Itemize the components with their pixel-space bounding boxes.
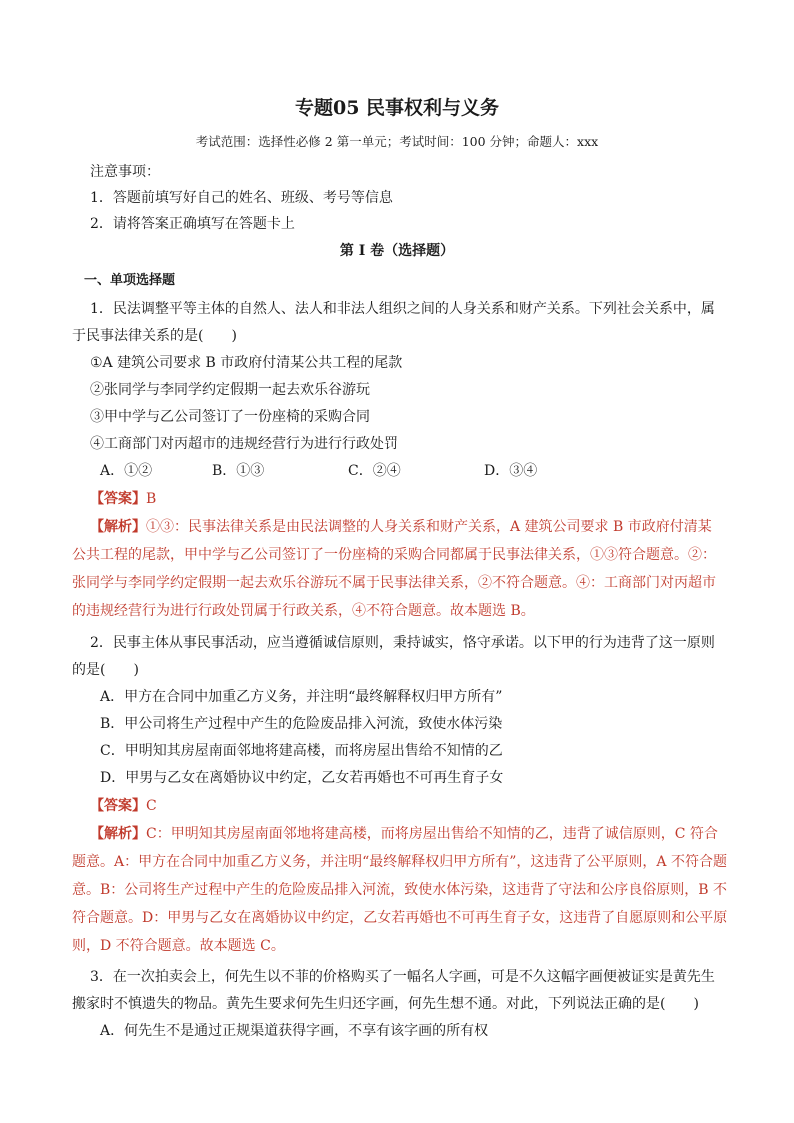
q3-stem-line1: 3．在一次拍卖会上，何先生以不菲的价格购买了一幅名人字画，可是不久这幅字画便被证实是黄先生 — [90, 969, 715, 985]
q2-analysis-line2: 题意。A：甲方在合同中加重乙方义务，并注明“最终解释权归甲方所有”，这违背了公平原则，A 不符合题 — [72, 854, 727, 870]
q1-analysis-line3: 张同学与李同学约定假期一起去欢乐谷游玩不属于民事法律关系，②不符合题意。④：工商部门对丙超市 — [72, 575, 716, 591]
part-heading: 一、单项选择题 — [84, 273, 176, 288]
notice-item-1: 1．答题前填写好自己的姓名、班级、考号等信息 — [90, 190, 393, 206]
q3-option-a: A．何先生不是通过正规渠道获得字画，不享有该字画的所有权 — [100, 1023, 489, 1039]
q1-option-a: A．①② — [100, 463, 153, 479]
q1-analysis-tag: 【解析】 — [90, 519, 146, 535]
q3-stem-line2: 搬家时不慎遗失的物品。黄先生要求何先生归还字画，何先生想不通。对此，下列说法正确的是( ) — [72, 996, 699, 1012]
q2-stem-line1: 2．民事主体从事民事活动，应当遵循诚信原则，秉持诚实，恪守承诺。以下甲的行为违背了这一原则 — [90, 635, 715, 651]
notice-item-2: 2．请将答案正确填写在答题卡上 — [90, 216, 295, 232]
q2-option-b: B．甲公司将生产过程中产生的危险废品排入河流，致使水体污染 — [100, 716, 503, 732]
q1-analysis-line1 — [90, 518, 712, 536]
q1-option-d: D．③④ — [484, 463, 538, 479]
q1-option-c: C．②④ — [348, 463, 401, 479]
q1-answer — [90, 490, 156, 508]
q2-option-d: D．甲男与乙女在离婚协议中约定，乙女若再婚也不可再生育子女 — [100, 770, 504, 786]
q2-answer-tag: 【答案】 — [90, 798, 146, 814]
q1-analysis-line4: 的违规经营行为进行行政处罚属于行政关系，④不符合题意。故本题选 B。 — [72, 603, 535, 619]
q1-analysis-text-1: ①③：民事法律关系是由民法调整的人身关系和财产关系，A 建筑公司要求 B 市政府付清某 — [146, 519, 712, 535]
exam-info: 考试范围：选择性必修 2 第一单元；考试时间：100 分钟；命题人：xxx — [195, 134, 599, 149]
q1-item-4: ④工商部门对丙超市的违规经营行为进行行政处罚 — [90, 436, 398, 452]
q1-stem-line2: 于民事法律关系的是( ) — [72, 328, 237, 344]
q2-analysis-line5: 则，D 不符合题意。故本题选 C。 — [72, 938, 285, 954]
q1-stem-line1: 1．民法调整平等主体的自然人、法人和非法人组织之间的人身关系和财产关系。下列社会关系中，属 — [90, 301, 715, 317]
q1-options — [90, 462, 590, 480]
q1-item-3: ③甲中学与乙公司签订了一份座椅的采购合同 — [90, 409, 370, 425]
q2-option-a: A．甲方在合同中加重乙方义务，并注明“最终解释权归甲方所有” — [100, 689, 503, 705]
q2-analysis-tag: 【解析】 — [90, 826, 146, 842]
q1-answer-value: B — [146, 491, 157, 507]
q2-analysis-line1 — [90, 825, 718, 843]
q1-answer-tag: 【答案】 — [90, 491, 146, 507]
q1-item-1: ①A 建筑公司要求 B 市政府付清某公共工程的尾款 — [90, 355, 403, 371]
q2-analysis-line4: 符合题意。D：甲男与乙女在离婚协议中约定，乙女若再婚也不可再生育子女，这违背了自愿原则和公平原 — [72, 910, 728, 926]
q2-analysis-line3: 意。B：公司将生产过程中产生的危险废品排入河流，致使水体污染，这违背了守法和公序良俗原则，B 不 — [72, 882, 728, 898]
q2-option-c: C．甲明知其房屋南面邻地将建高楼，而将房屋出售给不知情的乙 — [100, 743, 503, 759]
notice-heading: 注意事项： — [90, 164, 160, 180]
q2-analysis-text-1: C：甲明知其房屋南面邻地将建高楼，而将房屋出售给不知情的乙，违背了诚信原则，C 符合 — [146, 826, 718, 842]
q1-item-2: ②张同学与李同学约定假期一起去欢乐谷游玩 — [90, 382, 370, 398]
q2-stem-line2: 的是( ) — [72, 662, 139, 678]
q2-answer — [90, 797, 157, 815]
q1-option-b: B．①③ — [212, 463, 265, 479]
document-title: 专题05 民事权利与义务 — [294, 97, 500, 119]
q2-answer-value: C — [146, 798, 157, 814]
q1-analysis-line2: 公共工程的尾款，甲中学与乙公司签订了一份座椅的采购合同都属于民事法律关系，①③符合题意。②： — [72, 547, 716, 563]
section-title: 第 I 卷（选择题） — [339, 243, 455, 259]
